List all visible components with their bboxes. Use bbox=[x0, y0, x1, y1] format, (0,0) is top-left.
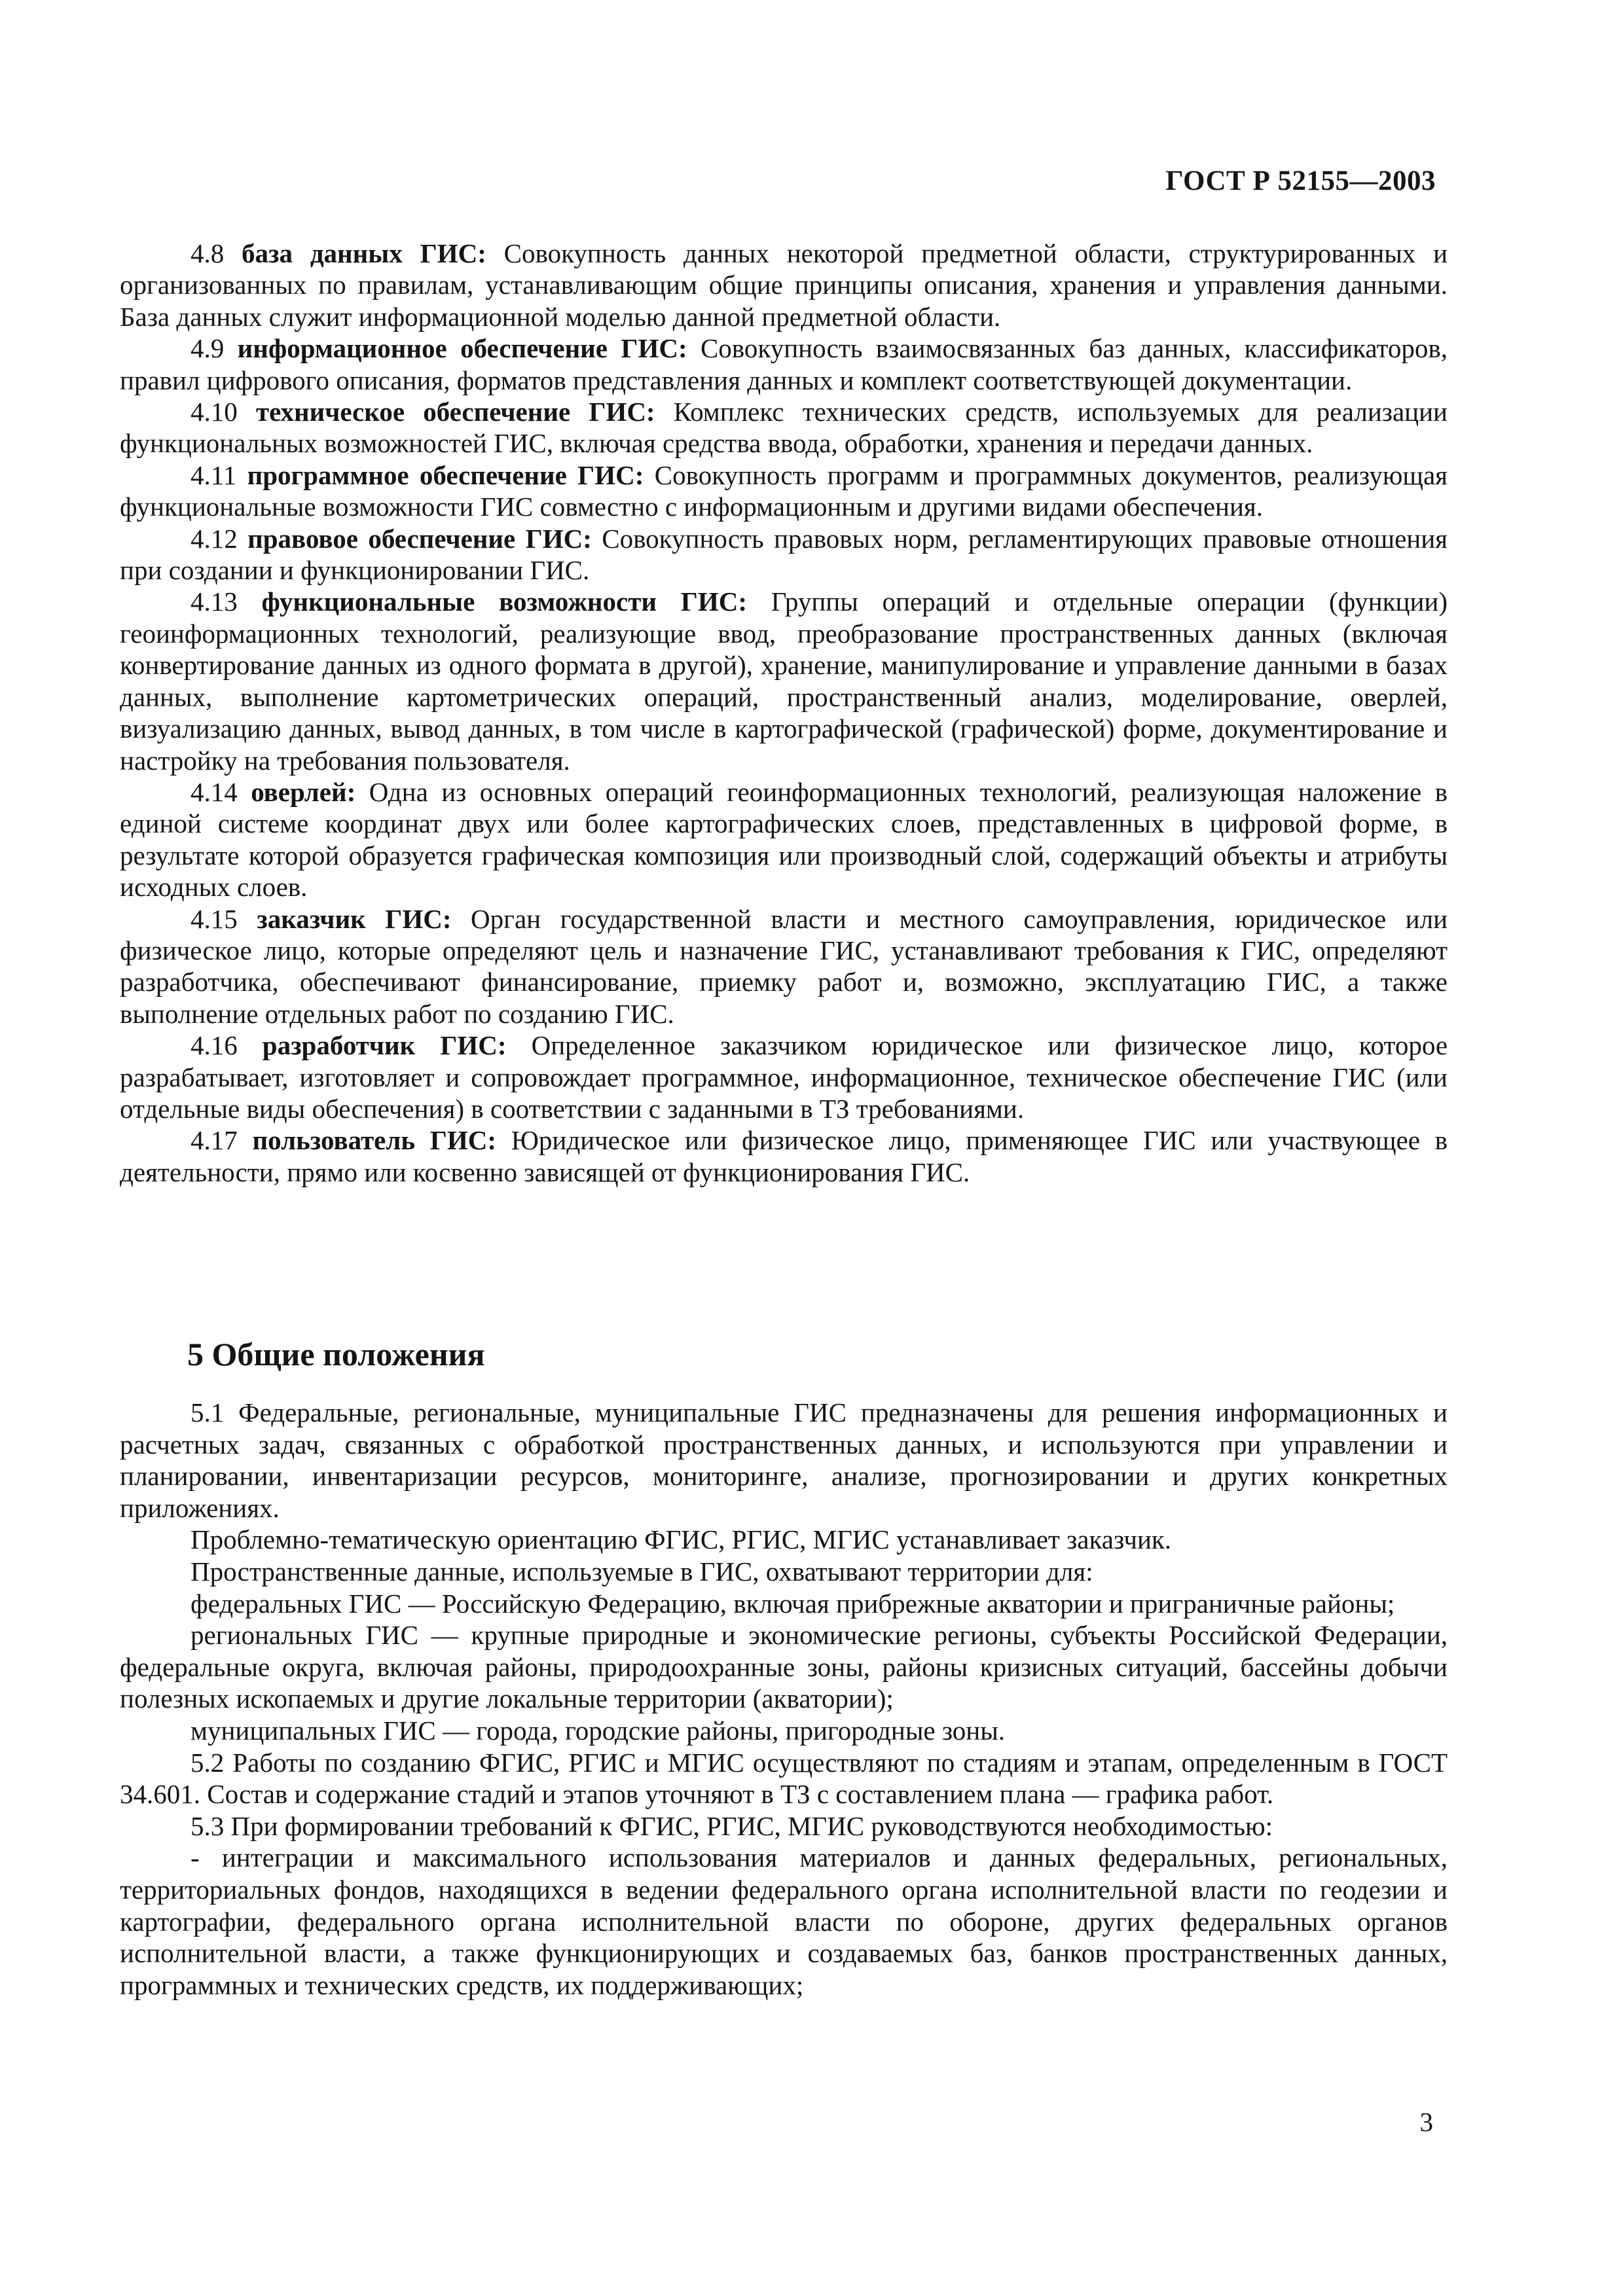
definition-item bbox=[120, 459, 1448, 523]
definition-item bbox=[120, 523, 1448, 586]
definition-term: правовое обеспечение ГИС: bbox=[247, 523, 592, 554]
definition-term: заказчик ГИС: bbox=[257, 903, 452, 934]
definition-number: 4.17 bbox=[191, 1125, 238, 1156]
document-id: ГОСТ Р 52155—2003 bbox=[1165, 166, 1436, 196]
definition-term: техническое обеспечение ГИС: bbox=[255, 397, 655, 427]
definition-number: 4.13 bbox=[191, 586, 238, 617]
definition-text: Совокупность данных некоторой предметной области, структурированных и организованных по правилам, устанавливающим общие принципы описания, хранения и управления данными. База данных служит информационной моделью данной предметной области. bbox=[120, 238, 1448, 332]
definition-number: 4.14 bbox=[191, 776, 238, 807]
definition-item bbox=[120, 1124, 1448, 1188]
definition-term: оверлей: bbox=[251, 776, 356, 807]
definition-text: Совокупность взаимосвязанных баз данных, классификаторов, правил цифрового описания, форматов представления данных и комплект соответствующей документации. bbox=[120, 333, 1448, 395]
definitions-list bbox=[120, 238, 1448, 1188]
definition-text: Орган государственной власти и местного самоуправления, юридическое или физическое лицо, которые определяют цель и назначение ГИС, устанавливают требования к ГИС, определяют разработчика, обеспечивают финансирование, приемку работ и, возможно, эксплуатацию ГИС, а также выполнение отдельных работ по созданию ГИС. bbox=[120, 903, 1448, 1029]
definition-text: Определенное заказчиком юридическое или физическое лицо, которое разрабатывает, изготовляет и сопровождает программное, информационное, техническое обеспечение ГИС (или отдельные виды обеспечения) в соответствии с заданными в ТЗ требованиями. bbox=[120, 1030, 1448, 1124]
definition-number: 4.11 bbox=[191, 459, 237, 490]
definition-number: 4.9 bbox=[191, 333, 225, 364]
definition-item bbox=[120, 332, 1448, 396]
definition-item bbox=[120, 586, 1448, 776]
definition-number: 4.10 bbox=[191, 397, 238, 427]
paragraph: 5.3 При формировании требований к ФГИС, РГИС, МГИС руководствуются необходимостью: bbox=[191, 1810, 1273, 1841]
paragraph: 5.2 Работы по созданию ФГИС, РГИС и МГИС осуществляют по стадиям и этапам, определенным в ГОСТ 34.601. Состав и содержание стадий и этапов уточняют в ТЗ с составлением плана — графика работ. bbox=[120, 1747, 1448, 1810]
definition-term: пользователь ГИС: bbox=[252, 1125, 497, 1156]
definition-term: информационное обеспечение ГИС: bbox=[237, 333, 687, 364]
definition-text: Совокупность правовых норм, регламентирующих правовые отношения при создании и функционировании ГИС. bbox=[120, 523, 1448, 586]
paragraph: региональных ГИС — крупные природные и экономические регионы, субъекты Российской Федерации, федеральные округа, включая районы, природоохранные зоны, районы кризисных ситуаций, бассейны добычи полезных ископаемых и другие локальные территории (акватории); bbox=[120, 1620, 1448, 1714]
paragraph: Проблемно-тематическую ориентацию ФГИС, РГИС, МГИС устанавливает заказчик. bbox=[191, 1524, 1172, 1555]
definition-item bbox=[120, 776, 1448, 903]
definition-term: программное обеспечение ГИС: bbox=[247, 459, 644, 490]
definition-text: Совокупность программ и программных документов, реализующая функциональные возможности ГИС совместно с информационным и другими видами обеспечения. bbox=[120, 459, 1448, 522]
definition-number: 4.15 bbox=[191, 903, 238, 934]
definition-term: функциональные возможности ГИС: bbox=[261, 586, 747, 617]
definition-number: 4.16 bbox=[191, 1030, 238, 1061]
definition-text: Одна из основных операций геоинформационных технологий, реализующая наложение в единой системе координат двух или более картографических слоев, представленных в цифровой форме, в результате которой образуется графическая композиция или производный слой, содержащий объекты и атрибуты исходных слоев. bbox=[120, 776, 1448, 903]
definition-item bbox=[120, 903, 1448, 1030]
page-number: 3 bbox=[1419, 2107, 1433, 2137]
paragraph: федеральных ГИС — Российскую Федерацию, включая прибрежные акватории и приграничные районы; bbox=[191, 1588, 1395, 1619]
definition-item bbox=[120, 1030, 1448, 1124]
definition-number: 4.8 bbox=[191, 238, 225, 268]
definition-term: разработчик ГИС: bbox=[262, 1030, 507, 1061]
definition-item bbox=[120, 396, 1448, 459]
definition-text: Группы операций и отдельные операции (функции) геоинформационных технологий, реализующие ввод, преобразование пространственных данных (включая конвертирование данных из одного формата в другой), хранение, манипулирование и управление данными в базах данных, выполнение картометрических операций, пространственный анализ, моделирование, оверлей, визуализацию данных, вывод данных, в том числе в картографической (графической) форме, документирование и настройку на требования пользователя. bbox=[120, 586, 1448, 776]
paragraph: муниципальных ГИС — города, городские районы, пригородные зоны. bbox=[191, 1715, 1006, 1746]
section-body bbox=[120, 1397, 1448, 2001]
paragraph: Пространственные данные, используемые в ГИС, охватывают территории для: bbox=[191, 1556, 1093, 1587]
paragraph: - интеграции и максимального использования материалов и данных федеральных, региональных, территориальных фондов, находящихся в ведении федерального органа исполнительной власти по геодезии и картографии, федерального органа исполнительной власти по обороне, других федеральных органов исполнительной власти, а также функционирующих и создаваемых баз, банков пространственных данных, программных и технических средств, их поддерживающих; bbox=[120, 1842, 1448, 2000]
definition-text: Юридическое или физическое лицо, применяющее ГИС или участвующее в деятельности, прямо или косвенно зависящей от функционирования ГИС. bbox=[120, 1125, 1448, 1187]
definition-number: 4.12 bbox=[191, 523, 238, 554]
definition-item bbox=[120, 238, 1448, 332]
section-heading: 5 Общие положения bbox=[187, 1336, 485, 1372]
definition-term: база данных ГИС: bbox=[242, 238, 486, 268]
definition-text: Комплекс технических средств, используемых для реализации функциональных возможностей ГИС, включая средства ввода, обработки, хранения и передачи данных. bbox=[120, 397, 1448, 459]
paragraph: 5.1 Федеральные, региональные, муниципальные ГИС предназначены для решения информационных и расчетных задач, связанных с обработкой пространственных данных, и используются при управлении и планировании, инвентаризации ресурсов, мониторинге, анализе, прогнозировании и других конкретных приложениях. bbox=[120, 1397, 1448, 1523]
